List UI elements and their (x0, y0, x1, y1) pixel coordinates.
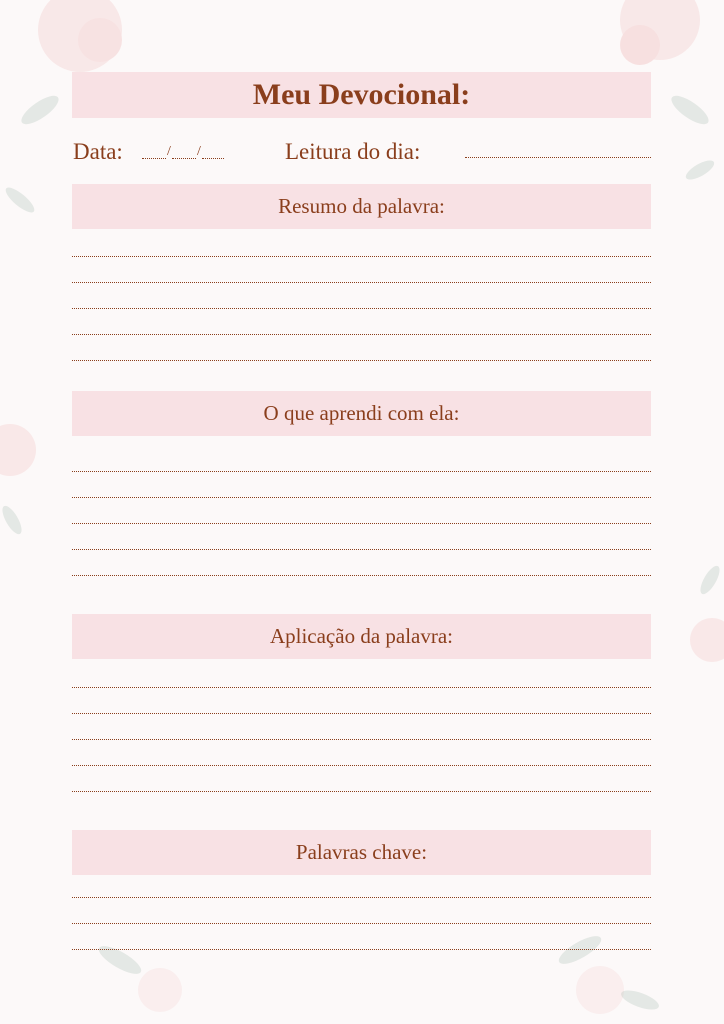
section-heading-application: Aplicação da palavra: (72, 614, 651, 659)
reading-field[interactable] (465, 157, 651, 158)
writing-line[interactable] (72, 923, 651, 924)
writing-line[interactable] (72, 575, 651, 576)
section-heading-summary: Resumo da palavra: (72, 184, 651, 229)
writing-line[interactable] (72, 256, 651, 257)
writing-line[interactable] (72, 713, 651, 714)
date-day-line[interactable] (142, 158, 166, 159)
date-separator: / (167, 144, 171, 159)
section-heading-keywords: Palavras chave: (72, 830, 651, 875)
writing-line[interactable] (72, 897, 651, 898)
writing-line[interactable] (72, 523, 651, 524)
writing-line[interactable] (72, 949, 651, 950)
date-year-line[interactable] (202, 158, 224, 159)
writing-line[interactable] (72, 497, 651, 498)
date-month-line[interactable] (172, 158, 196, 159)
writing-line[interactable] (72, 739, 651, 740)
writing-line[interactable] (72, 282, 651, 283)
writing-line[interactable] (72, 765, 651, 766)
writing-line[interactable] (72, 308, 651, 309)
writing-line[interactable] (72, 687, 651, 688)
writing-line[interactable] (72, 471, 651, 472)
reading-label: Leitura do dia: (285, 139, 421, 164)
date-label: Data: (73, 139, 123, 164)
writing-line[interactable] (72, 360, 651, 361)
writing-line[interactable] (72, 549, 651, 550)
date-separator: / (197, 144, 201, 159)
writing-line[interactable] (72, 334, 651, 335)
writing-line[interactable] (72, 791, 651, 792)
section-heading-learned: O que aprendi com ela: (72, 391, 651, 436)
page-title: Meu Devocional: (72, 72, 651, 118)
